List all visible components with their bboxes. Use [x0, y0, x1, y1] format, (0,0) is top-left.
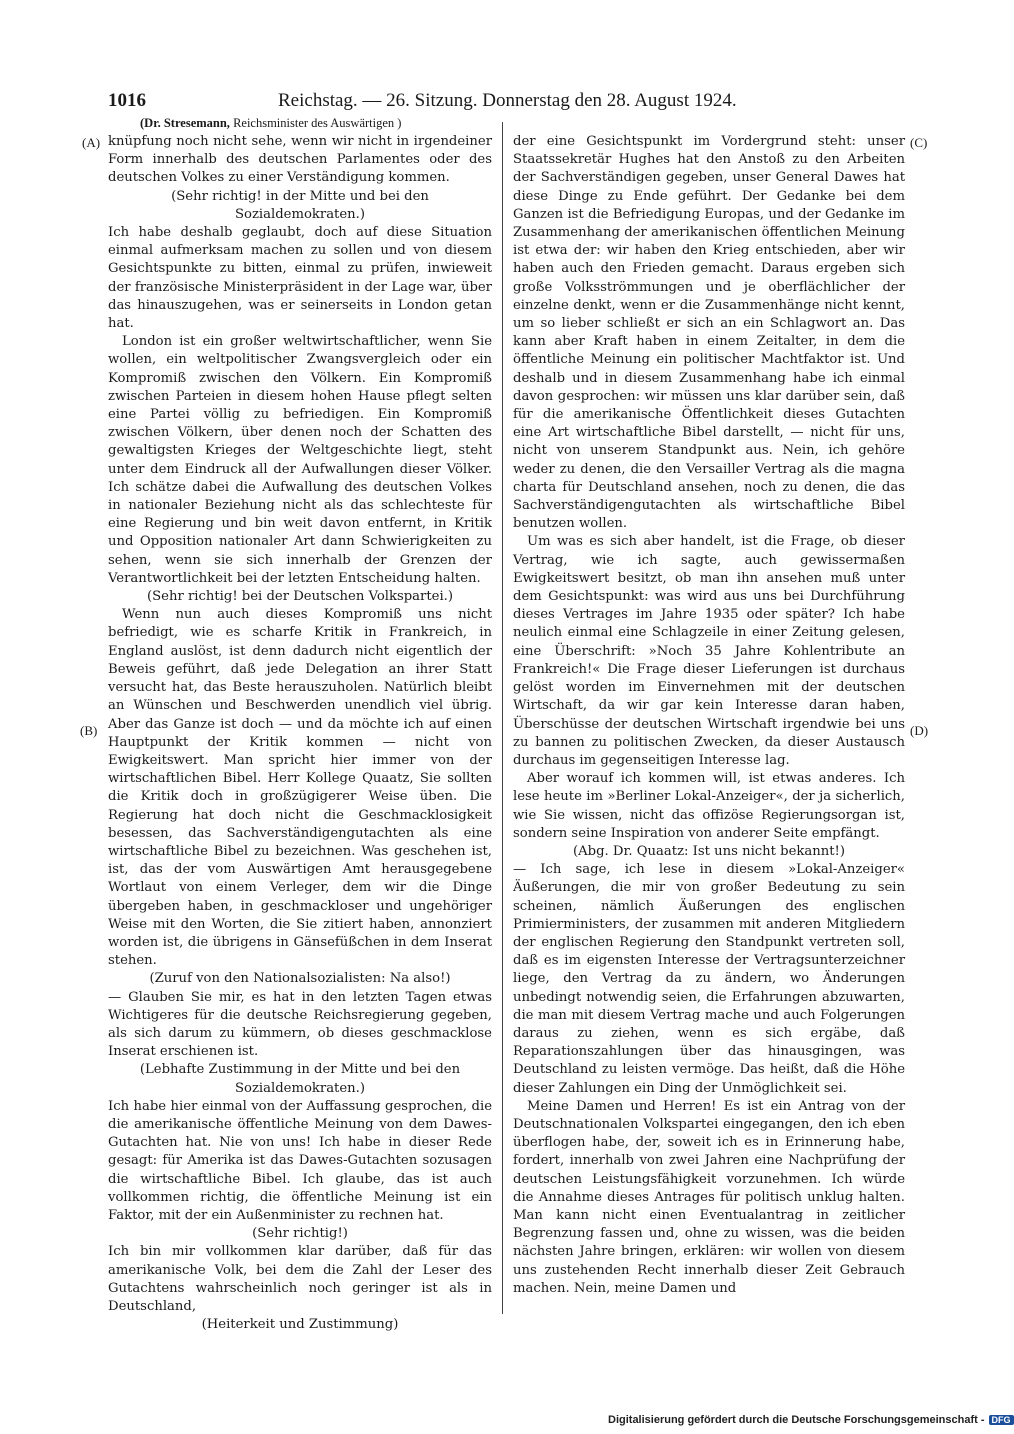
left-text-column — [108, 133, 492, 1334]
paragraph: knüpfung noch nicht sehe, wenn wir nicht in irgendeiner Form innerhalb des deutschen Parlamentes oder des deutschen Volkes zu einer Verständigung kommen. — [108, 134, 492, 186]
paragraph: der eine Gesichtspunkt im Vordergrund steht: unser Staatssekretär Hughes hat den Anstoß zu den Arbeiten der Sachverständigen gegeben, unser General Dawes hat diese Dinge zu Ende geführt. Der Gedanke bei dem Ganzen ist die Befriedigung Europas, und der Gedanke im Zusammenhang der amerikanischen öffentlichen Meinung ist etwa der: wir haben den Krieg entschieden, aber wir haben auch den Frieden gemacht. Daraus ergeben sich große Volksströmmungen und je oberflächlicher der einzelne denkt, wenn er die Zusammenhänge nicht kennt, um so lieber schließt er sich an ein Schlagwort an. Das kann aber Kraft haben in einem Zeitalter, in dem die öffentliche Meinung ein politischer Machtfaktor ist. Und deshalb und in diesem Zusammenhang habe ich einmal davon gesprochen: wir müssen uns klar darüber sein, daß für die amerikanische Öffentlichkeit dieses Gutachten eine Art wirtschaftliche Bibel darstellt, — nicht für uns, nicht von unserem Standpunkt aus. Nein, ich gehöre weder zu denen, die den Versailler Vertrag als die magna charta für Deutschland ansehen, noch zu denen, die das Sachverständigengutachten als wirtschaftliche Bibel benutzen wollen. — [513, 134, 905, 532]
interjection: (Heiterkeit und Zustimmung) — [201, 1317, 399, 1333]
margin-mark-b: (B) — [80, 723, 98, 738]
paragraph: London ist ein großer weltwirtschaftlicher, wenn Sie wollen, ein weltpolitischer Zwangsvergleich oder ein Kompromiß zwischen den Völkern. Ein Kompromiß zwischen Parteien in diesem hohen Hause pflegt selten eine Partei völlig zu befriedigen. Ein Kompromiß zwischen Völkern, über denen noch der Schatten des gewaltigsten Krieges der Weltgeschichte liegt, steht unter dem Eindruck all der Aufwallungen dieser Völker. Ich schätze dabei die Aufwallung des deutschen Volkes in nationaler Beziehung nicht als das schlechteste für eine Regierung und bin weit davon entfernt, in Kritik und Opposition nationaler Art dann Schwierigkeiten zu sehen, wenn sie sich innerhalb der Grenzen der Verantwortlichkeit bei der letzten Entscheidung halten. — [108, 334, 492, 586]
paragraph: Wenn nun auch dieses Kompromiß uns nicht befriedigt, wie es scharfe Kritik in Frankreich, in England auslöst, ist denn dadurch nicht eigentlich der Beweis geführt, daß jede Delegation an ihrer Statt versucht hat, das Beste herauszuholen. Natürlich bleibt an Wünschen und Beschwerden unendlich viel übrig. Aber das Ganze ist doch — und da möchte ich auf einen Hauptpunkt der Kritik kommen — nicht von Ewigkeitswert. Man spricht hier immer von der wirtschaftlichen Bibel. Herr Kollege Quaatz, Sie sollten die Kritik doch in großzügigerer Weise üben. Die Regierung hat doch nicht die Geschmacklosigkeit besessen, das Sachverständigengutachten als eine wirtschaftliche Bibel zu bezeichnen. Was geschehen ist, ist, das der vom Auswärtigen Amt herausgegebene Wortlaut von einem Verleger, dem wir die Dinge übergeben haben, in geschmackloser und ungehöriger Weise mit den Worten, die Sie zitiert haben, annonziert worden ist, die übrigens in Gänsefüßchen in dem Inserat stehen. — [108, 607, 492, 969]
paragraph: Meine Damen und Herren! Es ist ein Antrag von der Deutschnationalen Volkspartei eingegangen, den ich eben überflogen habe, der, soweit ich es in Erinnerung habe, fordert, innerhalb von zwei Jahren eine Nachprüfung der deutschen Leistungsfähigkeit vorzunehmen. Ich würde die Annahme dieses Antrages für politisch unklug halten. Man kann nicht einen Eventualantrag in zeitlicher Begrenzung fassen und, ohne zu wissen, was die beiden nächsten Jahre bringen, erklären: wir wollen von diesem uns zustehenden Recht innerhalb dieser Zeit Gebrauch machen. Nein, meine Damen und — [513, 1098, 905, 1296]
paragraph: — Ich sage, ich lese in diesem »Lokal-Anzeiger« Äußerungen, die mir von großer Bedeutung zu sein scheinen, nämlich Äußerungen des englischen Primierministers, der zusammen mit anderen Mitgliedern der englischen Regierung den Standpunkt vertreten soll, daß es im eigensten Interesse der Vertragsunterzeichner liege, den Vertrag da zu ändern, wo Änderungen unbedingt notwendig seien, die Erfahrungen abzuwarten, die man mit diesem Vertrag mache und auch Folgerungen daraus zu ziehen, wenn es sich ergäbe, daß Reparationszahlungen über das hinausgingen, was Deutschland zu leisten vermöge. Das heißt, daß die Höhe dieser Zahlungen ein Ding der Unmöglichkeit sei. — [513, 862, 905, 1096]
paragraph: Ich habe hier einmal von der Auffassung gesprochen, die die amerikanische öffentliche Meinung von dem Dawes-Gutachten hat. Nie von uns! Ich habe in dieser Rede gesagt: für Amerika ist das Dawes-Gutachten sozusagen die wirtschaftliche Bibel. Ich glaube, das ist auch vollkommen richtig, die öffentliche Meinung ist ein Faktor, mit der ein Außenminister zu rechnen hat. — [108, 1098, 492, 1223]
speaker-name: (Dr. Stresemann, — [140, 116, 230, 130]
dfg-logo-icon: DFG — [989, 1415, 1014, 1425]
column-divider — [502, 122, 503, 1314]
paragraph: Ich habe deshalb geglaubt, doch auf diese Situation einmal aufmerksam machen zu sollen und von diesem Gesichtspunkte zu bitten, einmal zu prüfen, inwieweit der französische Ministerpräsident in der Lage war, über das hinauszugehen, was er seinerseits in London getan hat. — [108, 225, 492, 332]
interjection: (Sehr richtig! in der Mitte und bei den Sozialdemokraten.) — [171, 188, 429, 222]
speaker-line — [140, 116, 401, 131]
page-header — [108, 90, 908, 112]
page-number: 1016 — [108, 90, 146, 111]
interjection: (Sehr richtig!) — [252, 1226, 348, 1242]
margin-mark-a: (A) — [82, 135, 101, 150]
footer-text: Digitalisierung gefördert durch die Deutsche Forschungsgemeinschaft - — [608, 1414, 985, 1426]
paragraph: Aber worauf ich kommen will, ist etwas anderes. Ich lese heute im »Berliner Lokal-Anzeiger«, der ja sicherlich, wie Sie wissen, nicht das offizöse Regierungsorgan ist, sondern seine Inspiration von anderer Seite empfängt. — [513, 771, 905, 841]
right-text-column — [513, 133, 905, 1298]
paragraph: — Glauben Sie mir, es hat in den letzten Tagen etwas Wichtigeres für die deutsche Reichsregierung gegeben, als sich darum zu kümmern, ob dieses geschmacklose Inserat erschienen ist. — [108, 989, 492, 1060]
interjection: (Abg. Dr. Quaatz: Ist uns nicht bekannt!) — [573, 843, 845, 859]
interjection: (Sehr richtig! bei der Deutschen Volkspartei.) — [146, 589, 454, 605]
speaker-role: Reichsminister des Auswärtigen ) — [233, 116, 402, 130]
interjection: (Zuruf von den Nationalsozialisten: Na also!) — [149, 971, 451, 987]
margin-mark-c: (C) — [910, 135, 928, 150]
margin-mark-d: (D) — [910, 723, 929, 738]
paragraph: Um was es sich aber handelt, ist die Frage, ob dieser Vertrag, wie ich sagte, auch gewissermaßen Ewigkeitswert besitzt, ob man ihn ansehen muß unter dem Gesichtspunkt: was wird aus uns bei Durchführung dieses Vertrages im Jahre 1935 oder später? Ich habe neulich einmal eine Schlagzeile in einer Zeitung gelesen, eine Überschrift: »Noch 35 Jahre Kohlentribute an Frankreich!« Die Frage dieser Lieferungen ist durchaus gelöst worden im Einvernehmen mit der deutschen Wirtschaft, da wir gar kein Interesse daran haben, Überschüsse der deutschen Wirtschaft irgendwie bei uns zu bannen zu politischen Zwecken, da dieser Austausch durchaus im gegenseitigen Interesse lag. — [513, 534, 905, 768]
paragraph: Ich bin mir vollkommen klar darüber, daß für das amerikanische Volk, bei dem die Zahl der Leser des Gutachtens wahrscheinlich noch geringer ist als in Deutschland, — [108, 1244, 492, 1314]
interjection: (Lebhafte Zustimmung in der Mitte und bei den Sozialdemokraten.) — [139, 1062, 461, 1096]
page-title: Reichstag. — 26. Sitzung. Donnerstag den 28. August 1924. — [278, 90, 737, 111]
footer-credit — [608, 1414, 1014, 1426]
